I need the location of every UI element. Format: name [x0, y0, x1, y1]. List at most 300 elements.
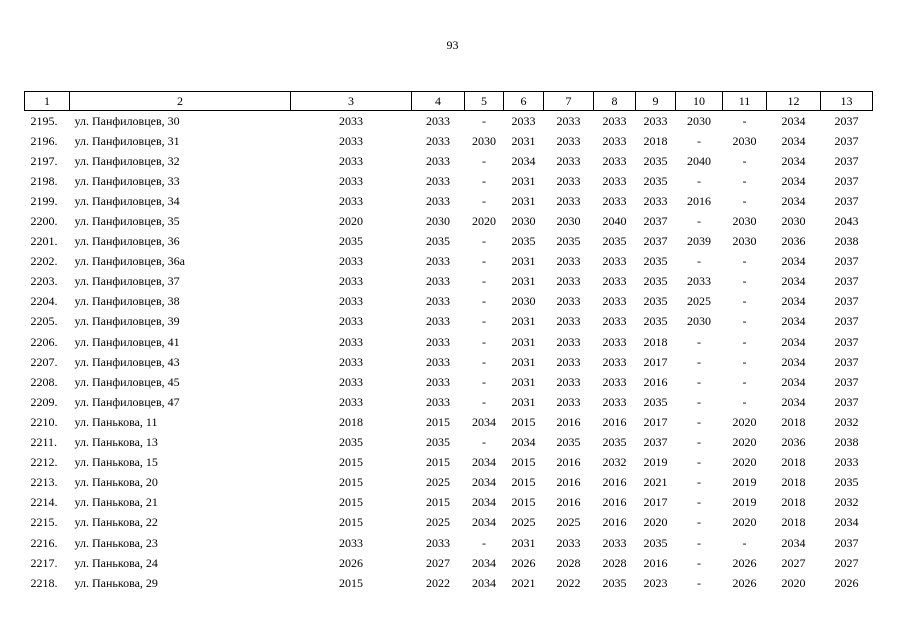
year-cell: 2020 [339, 214, 363, 229]
address-cell: ул. Панфиловцев, 38 [74, 294, 180, 309]
address-cell: ул. Панькова, 15 [74, 455, 158, 470]
year-cell: 2033 [339, 334, 363, 349]
year-cell: 2034 [781, 354, 806, 369]
year-cell: 2028 [602, 555, 627, 570]
address-cell: ул. Панфиловцев, 32 [74, 153, 180, 168]
row-number: 2199. [30, 193, 58, 208]
year-cell: 2033 [339, 113, 363, 128]
year-cell: 2040 [687, 153, 711, 168]
table-row [25, 412, 873, 432]
table-row [25, 312, 873, 332]
table-row [25, 433, 873, 453]
year-cell: 2033 [339, 354, 363, 369]
year-cell: 2034 [781, 394, 806, 409]
year-cell: 2033 [339, 193, 363, 208]
year-cell: 2018 [643, 334, 668, 349]
year-cell: 2019 [732, 495, 757, 510]
year-cell: - [697, 133, 701, 148]
year-cell: 2038 [834, 234, 859, 249]
year-cell: 2026 [339, 555, 363, 570]
year-cell: 2025 [511, 515, 536, 530]
year-cell: 2015 [511, 475, 536, 490]
year-cell: - [697, 515, 701, 530]
year-cell: - [482, 173, 486, 188]
year-cell: 2033 [602, 294, 627, 309]
table-row [25, 573, 873, 593]
year-cell: 2033 [426, 113, 450, 128]
year-cell: 2033 [426, 354, 450, 369]
address-cell: ул. Панфиловцев, 41 [74, 334, 180, 349]
year-cell: 2037 [834, 153, 859, 168]
row-number: 2213. [30, 475, 58, 490]
year-cell: 2020 [643, 515, 668, 530]
year-cell: 2015 [511, 455, 536, 470]
row-number: 2200. [30, 214, 58, 229]
year-cell: 2037 [834, 354, 859, 369]
year-cell: 2034 [781, 254, 806, 269]
year-cell: 2034 [472, 575, 496, 590]
year-cell: - [697, 394, 701, 409]
year-cell: - [482, 153, 486, 168]
row-number: 2216. [30, 535, 58, 550]
address-cell: ул. Панькова, 24 [74, 555, 158, 570]
year-cell: 2016 [556, 455, 581, 470]
year-cell: 2021 [511, 575, 536, 590]
year-cell: 2016 [602, 495, 627, 510]
year-cell: 2035 [643, 535, 668, 550]
year-cell: 2033 [426, 314, 450, 329]
year-cell: 2033 [426, 334, 450, 349]
year-cell: 2035 [834, 475, 859, 490]
row-number: 2209. [30, 394, 58, 409]
year-cell: 2016 [643, 555, 668, 570]
year-cell: 2034 [781, 374, 806, 389]
year-cell: 2035 [643, 274, 668, 289]
year-cell: 2027 [781, 555, 806, 570]
column-header: 8 [594, 92, 636, 111]
row-number: 2205. [30, 314, 58, 329]
year-cell: 2033 [602, 354, 627, 369]
year-cell: 2033 [556, 334, 581, 349]
year-cell: - [697, 455, 701, 470]
year-cell: - [482, 374, 486, 389]
address-cell: ул. Панькова, 20 [74, 475, 158, 490]
table-row [25, 191, 873, 211]
year-cell: 2035 [643, 153, 668, 168]
year-cell: 2020 [472, 214, 496, 229]
year-cell: 2033 [426, 173, 450, 188]
address-cell: ул. Панькова, 22 [74, 515, 158, 530]
year-cell: 2032 [834, 495, 859, 510]
year-cell: 2037 [834, 254, 859, 269]
year-cell: 2033 [602, 133, 627, 148]
year-cell: 2033 [556, 535, 581, 550]
page-number: 93 [446, 38, 459, 52]
year-cell: 2034 [834, 515, 859, 530]
column-header: 13 [821, 92, 873, 111]
year-cell: 2033 [339, 133, 363, 148]
year-cell: 2035 [602, 435, 627, 450]
year-cell: 2034 [781, 314, 806, 329]
year-cell: 2033 [643, 193, 668, 208]
year-cell: 2015 [426, 414, 450, 429]
column-header: 5 [465, 92, 504, 111]
year-cell: 2043 [834, 214, 859, 229]
column-header: 11 [723, 92, 767, 111]
table-row [25, 252, 873, 272]
year-cell: 2030 [732, 234, 757, 249]
table-header [25, 92, 873, 111]
year-cell: 2033 [602, 374, 627, 389]
year-cell: 2034 [472, 414, 496, 429]
year-cell: 2037 [834, 314, 859, 329]
year-cell: 2036 [781, 435, 806, 450]
year-cell: 2030 [781, 214, 806, 229]
year-cell: - [482, 193, 486, 208]
year-cell: 2020 [732, 455, 757, 470]
year-cell: 2033 [602, 193, 627, 208]
year-cell: 2033 [556, 394, 581, 409]
year-cell: 2030 [687, 113, 711, 128]
address-cell: ул. Панфиловцев, 39 [74, 314, 180, 329]
year-cell: 2037 [834, 274, 859, 289]
year-cell: 2034 [781, 133, 806, 148]
address-cell: ул. Панфиловцев, 36а [74, 254, 185, 269]
row-number: 2218. [30, 575, 58, 590]
year-cell: - [697, 374, 701, 389]
year-cell: 2035 [602, 234, 627, 249]
year-cell: 2018 [339, 414, 363, 429]
year-cell: 2031 [511, 394, 536, 409]
year-cell: 2034 [472, 555, 496, 570]
year-cell: 2033 [426, 394, 450, 409]
year-cell: 2030 [556, 214, 581, 229]
table-row [25, 553, 873, 573]
year-cell: - [742, 254, 747, 269]
table-row [25, 392, 873, 412]
year-cell: 2018 [781, 414, 806, 429]
year-cell: 2018 [781, 455, 806, 470]
year-cell: 2020 [781, 575, 806, 590]
year-cell: 2025 [556, 515, 581, 530]
year-cell: - [482, 254, 486, 269]
year-cell: 2033 [426, 274, 450, 289]
year-cell: 2033 [511, 113, 536, 128]
table-row [25, 372, 873, 392]
address-cell: ул. Панькова, 13 [74, 435, 158, 450]
year-cell: - [482, 294, 486, 309]
year-cell: - [742, 334, 747, 349]
year-cell: 2033 [426, 535, 450, 550]
year-cell: - [697, 535, 701, 550]
year-cell: 2031 [511, 334, 536, 349]
year-cell: 2035 [643, 254, 668, 269]
year-cell: 2031 [511, 374, 536, 389]
address-cell: ул. Панькова, 29 [74, 575, 158, 590]
year-cell: 2028 [556, 555, 581, 570]
address-cell: ул. Панфиловцев, 31 [74, 133, 180, 148]
year-cell: 2027 [834, 555, 859, 570]
year-cell: 2033 [426, 294, 450, 309]
year-cell: 2016 [556, 495, 581, 510]
row-number: 2211. [30, 435, 58, 450]
year-cell: 2032 [602, 455, 627, 470]
table-body [25, 111, 873, 594]
address-cell: ул. Панькова, 21 [74, 495, 158, 510]
year-cell: 2031 [511, 535, 536, 550]
year-cell: 2017 [643, 414, 668, 429]
year-cell: 2015 [339, 455, 363, 470]
year-cell: 2031 [511, 354, 536, 369]
year-cell: 2015 [339, 515, 363, 530]
year-cell: 2030 [732, 214, 757, 229]
address-cell: ул. Панфиловцев, 43 [74, 354, 180, 369]
row-number: 2207. [30, 354, 58, 369]
year-cell: 2016 [556, 414, 581, 429]
table-row [25, 352, 873, 372]
year-cell: 2023 [643, 575, 668, 590]
year-cell: 2033 [556, 153, 581, 168]
year-cell: 2027 [426, 555, 450, 570]
year-cell: 2021 [643, 475, 668, 490]
year-cell: 2034 [781, 535, 806, 550]
address-cell: ул. Панфиловцев, 45 [74, 374, 180, 389]
year-cell: 2025 [426, 515, 450, 530]
year-cell: 2035 [339, 234, 363, 249]
year-cell: 2033 [426, 153, 450, 168]
table-row [25, 292, 873, 312]
year-cell: 2033 [426, 133, 450, 148]
year-cell: 2033 [834, 455, 859, 470]
year-cell: - [697, 254, 701, 269]
table-row [25, 453, 873, 473]
year-cell: 2033 [556, 133, 581, 148]
year-cell: 2037 [834, 173, 859, 188]
year-cell: 2037 [834, 394, 859, 409]
year-cell: 2026 [732, 555, 757, 570]
year-cell: 2034 [472, 495, 496, 510]
row-number: 2212. [30, 455, 58, 470]
year-cell: 2030 [511, 214, 536, 229]
year-cell: - [742, 173, 747, 188]
year-cell: 2032 [834, 414, 859, 429]
year-cell: 2033 [339, 274, 363, 289]
year-cell: 2033 [426, 374, 450, 389]
year-cell: 2033 [556, 193, 581, 208]
year-cell: 2031 [511, 193, 536, 208]
row-number: 2204. [30, 294, 58, 309]
year-cell: 2037 [643, 435, 668, 450]
year-cell: 2034 [472, 455, 496, 470]
column-header: 1 [25, 92, 70, 111]
column-header: 7 [544, 92, 594, 111]
year-cell: 2037 [834, 133, 859, 148]
year-cell: 2033 [602, 153, 627, 168]
year-cell: 2033 [602, 314, 627, 329]
year-cell: 2035 [511, 234, 536, 249]
year-cell: 2035 [426, 234, 450, 249]
year-cell: - [742, 274, 747, 289]
year-cell: - [742, 153, 747, 168]
year-cell: 2031 [511, 274, 536, 289]
year-cell: - [697, 435, 701, 450]
schedule-table [24, 91, 873, 593]
year-cell: 2038 [834, 435, 859, 450]
year-cell: 2015 [339, 575, 363, 590]
year-cell: 2015 [426, 495, 450, 510]
year-cell: 2034 [781, 274, 806, 289]
year-cell: 2034 [781, 294, 806, 309]
year-cell: 2033 [339, 153, 363, 168]
row-number: 2197. [30, 153, 58, 168]
address-cell: ул. Панфиловцев, 47 [74, 394, 180, 409]
year-cell: 2016 [556, 475, 581, 490]
row-number: 2198. [30, 173, 58, 188]
year-cell: 2034 [781, 334, 806, 349]
year-cell: 2040 [602, 214, 627, 229]
table-row [25, 111, 873, 132]
year-cell: 2037 [643, 214, 668, 229]
row-number: 2210. [30, 414, 58, 429]
year-cell: 2015 [339, 475, 363, 490]
year-cell: 2033 [602, 113, 627, 128]
year-cell: 2016 [602, 515, 627, 530]
year-cell: 2034 [511, 153, 536, 168]
address-cell: ул. Панфиловцев, 30 [74, 113, 180, 128]
year-cell: 2034 [781, 193, 806, 208]
year-cell: 2033 [602, 254, 627, 269]
year-cell: 2033 [602, 535, 627, 550]
year-cell: 2020 [732, 515, 757, 530]
year-cell: 2037 [834, 374, 859, 389]
year-cell: - [697, 555, 701, 570]
row-number: 2201. [30, 234, 58, 249]
year-cell: 2016 [602, 475, 627, 490]
year-cell: 2033 [556, 113, 581, 128]
table-row [25, 473, 873, 493]
column-header: 6 [504, 92, 544, 111]
year-cell: - [742, 294, 747, 309]
year-cell: 2035 [556, 435, 581, 450]
year-cell: - [697, 354, 701, 369]
year-cell: 2030 [732, 133, 757, 148]
year-cell: 2033 [556, 374, 581, 389]
year-cell: - [697, 214, 701, 229]
address-cell: ул. Панфиловцев, 37 [74, 274, 180, 289]
year-cell: - [742, 374, 747, 389]
year-cell: 2033 [556, 294, 581, 309]
year-cell: 2034 [781, 173, 806, 188]
row-number: 2195. [30, 113, 58, 128]
year-cell: 2033 [426, 193, 450, 208]
table-row [25, 211, 873, 231]
year-cell: 2035 [643, 294, 668, 309]
year-cell: 2035 [643, 173, 668, 188]
year-cell: 2035 [643, 394, 668, 409]
year-cell: - [482, 314, 486, 329]
year-cell: 2026 [732, 575, 757, 590]
year-cell: - [482, 334, 486, 349]
column-header: 4 [412, 92, 465, 111]
year-cell: 2018 [781, 515, 806, 530]
year-cell: 2033 [602, 334, 627, 349]
year-cell: 2034 [781, 153, 806, 168]
year-cell: 2015 [426, 455, 450, 470]
year-cell: 2037 [643, 234, 668, 249]
year-cell: 2026 [834, 575, 859, 590]
address-cell: ул. Панфиловцев, 33 [74, 173, 180, 188]
table-row [25, 272, 873, 292]
column-header: 9 [636, 92, 676, 111]
year-cell: 2017 [643, 354, 668, 369]
column-header: 2 [70, 92, 291, 111]
year-cell: 2037 [834, 113, 859, 128]
table-row [25, 513, 873, 533]
year-cell: 2033 [339, 254, 363, 269]
table-row [25, 151, 873, 171]
column-header: 12 [767, 92, 821, 111]
year-cell: - [742, 314, 747, 329]
year-cell: - [742, 535, 747, 550]
address-cell: ул. Панькова, 11 [74, 414, 158, 429]
year-cell: 2025 [687, 294, 711, 309]
year-cell: 2031 [511, 133, 536, 148]
year-cell: 2019 [732, 475, 757, 490]
year-cell: 2015 [511, 414, 536, 429]
year-cell: 2033 [339, 314, 363, 329]
year-cell: - [697, 414, 701, 429]
year-cell: 2030 [511, 294, 536, 309]
year-cell: - [482, 234, 486, 249]
year-cell: 2039 [687, 234, 711, 249]
address-cell: ул. Панфиловцев, 35 [74, 214, 180, 229]
year-cell: 2033 [556, 354, 581, 369]
year-cell: - [482, 535, 486, 550]
year-cell: - [742, 113, 747, 128]
year-cell: 2018 [643, 133, 668, 148]
year-cell: 2033 [602, 274, 627, 289]
year-cell: 2030 [426, 214, 450, 229]
year-cell: 2031 [511, 173, 536, 188]
year-cell: 2033 [339, 374, 363, 389]
year-cell: 2033 [339, 394, 363, 409]
year-cell: 2026 [511, 555, 536, 570]
year-cell: 2033 [339, 294, 363, 309]
year-cell: 2034 [511, 435, 536, 450]
year-cell: 2015 [511, 495, 536, 510]
year-cell: 2034 [472, 515, 496, 530]
year-cell: 2030 [687, 314, 711, 329]
table-row [25, 171, 873, 191]
year-cell: - [697, 575, 701, 590]
year-cell: 2033 [556, 274, 581, 289]
year-cell: - [482, 354, 486, 369]
year-cell: 2033 [556, 254, 581, 269]
year-cell: 2030 [472, 133, 496, 148]
column-header: 10 [676, 92, 723, 111]
year-cell: 2035 [556, 234, 581, 249]
year-cell: 2025 [426, 475, 450, 490]
year-cell: 2037 [834, 193, 859, 208]
year-cell: 2016 [687, 193, 711, 208]
row-number: 2215. [30, 515, 58, 530]
year-cell: 2034 [472, 475, 496, 490]
year-cell: 2036 [781, 234, 806, 249]
row-number: 2202. [30, 254, 58, 269]
year-cell: - [482, 435, 486, 450]
year-cell: 2017 [643, 495, 668, 510]
table-row [25, 533, 873, 553]
